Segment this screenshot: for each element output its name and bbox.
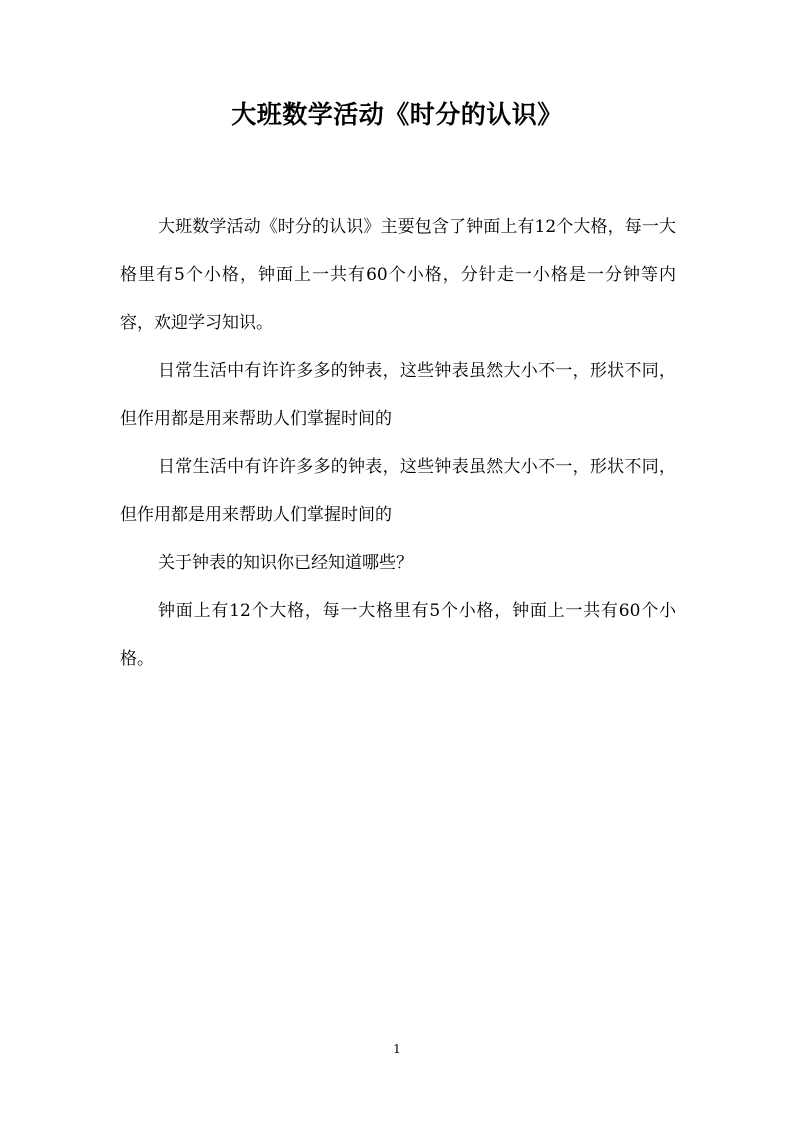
paragraph-clock-face: 钟面上有12个大格，每一大格里有5个小格，钟面上一共有60个小格。 xyxy=(120,601,676,669)
document-body xyxy=(120,203,676,683)
document-title: 大班数学活动《时分的认识》 xyxy=(231,100,563,129)
paragraph-clocks-daily-life: 日常生活中有许许多多的钟表，这些钟表虽然大小不一，形状不同，但作用都是用来帮助人们掌握时间的 xyxy=(120,361,676,429)
paragraph-clocks-daily-life-repeat: 日常生活中有许许多多的钟表，这些钟表虽然大小不一，形状不同，但作用都是用来帮助人们掌握时间的 xyxy=(120,457,676,525)
paragraph-question: 关于钟表的知识你已经知道哪些？ xyxy=(158,553,413,573)
paragraph-intro: 大班数学活动《时分的认识》主要包含了钟面上有12个大格，每一大格里有5个小格，钟面上一共有60个小格，分针走一小格是一分钟等内容，欢迎学习知识。 xyxy=(120,217,676,333)
page-number: 1 xyxy=(393,1042,401,1056)
